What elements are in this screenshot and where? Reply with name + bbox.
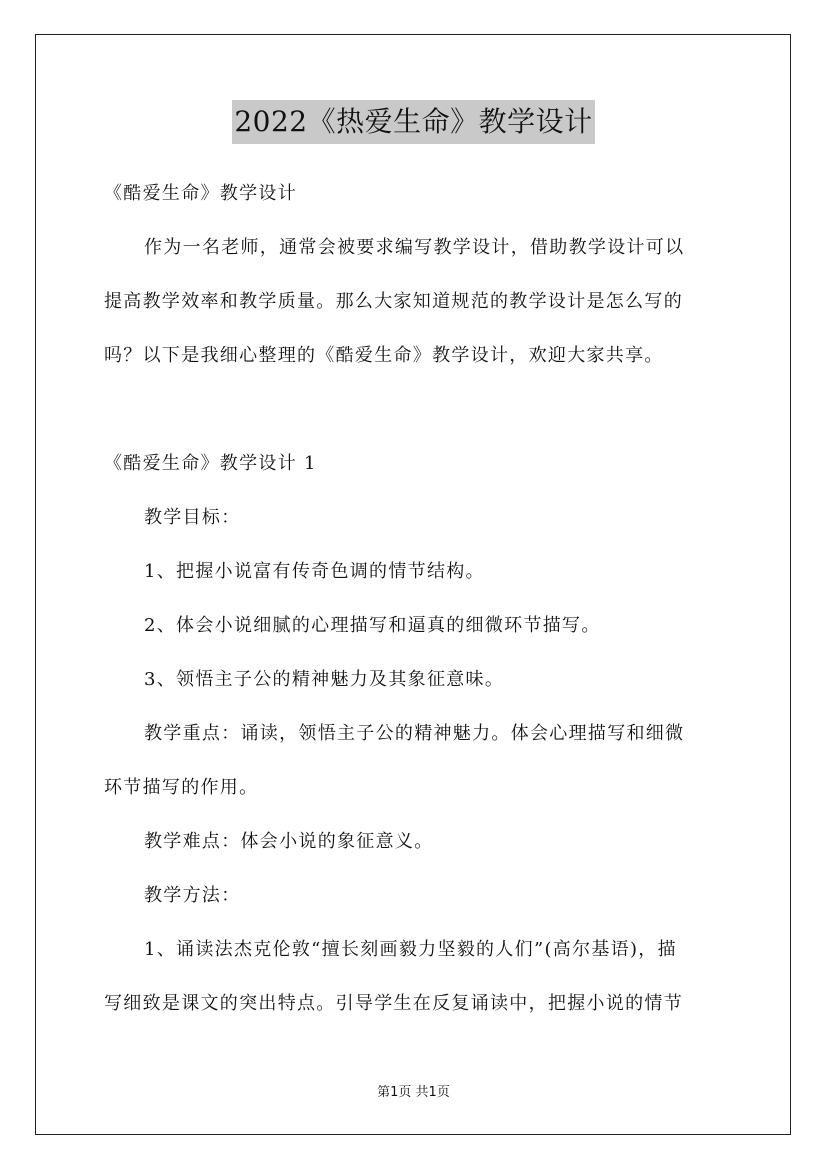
method-line-2: 写细致是课文的突出特点。引导学生在反复诵读中，把握小说的情节 [104,993,683,1014]
key-point-line-1: 教学重点：诵读，领悟主子公的精神魅力。体会心理描写和细微 [144,723,685,744]
difficulty-line: 教学难点：体会小说的象征意义。 [144,831,434,852]
page-footer: 第1页 共1页 [377,1085,450,1100]
objective-item-2: 2、体会小说细腻的心理描写和逼真的细微环节描写。 [144,615,601,636]
method-line-1: 1、诵读法杰克伦敦“擅长刻画毅力坚毅的人们”(高尔基语)，描 [144,939,677,960]
intro-line-1: 作为一名老师，通常会被要求编写教学设计，借助教学设计可以 [144,237,685,258]
title-container [0,100,827,144]
objective-item-1: 1、把握小说富有传奇色调的情节结构。 [144,561,485,582]
objective-item-3: 3、领悟主子公的精神魅力及其象征意味。 [144,669,505,690]
document-title: 2022《热爱生命》教学设计 [232,100,594,144]
objectives-heading: 教学目标： [144,507,241,528]
subtitle: 《酷爱生命》教学设计 [104,183,297,204]
intro-line-3: 吗？以下是我细心整理的《酷爱生命》教学设计，欢迎大家共享。 [104,345,664,366]
methods-heading: 教学方法： [144,885,241,906]
key-point-line-2: 环节描写的作用。 [104,777,259,798]
section-title: 《酷爱生命》教学设计 1 [104,453,317,474]
intro-line-2: 提高教学效率和教学质量。那么大家知道规范的教学设计是怎么写的 [104,291,683,312]
